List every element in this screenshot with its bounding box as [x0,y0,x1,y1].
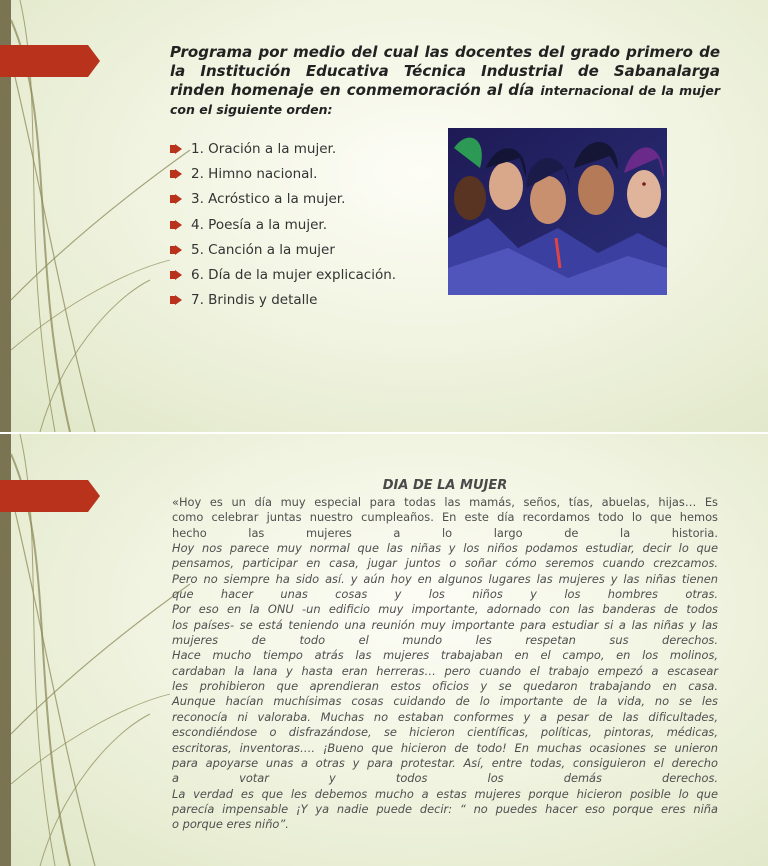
article-line: La verdad es que les debemos mucho a estas mujeres porque hicieron posible lo que [172,786,718,801]
program-item [170,212,396,237]
program-item [170,288,396,313]
women-illustration [448,128,667,295]
program-item-label: 2. Himno nacional. [191,165,318,182]
program-item-label: 7. Brindis y detalle [191,292,318,309]
article-line: pensamos, participar en casa, jugar juntos o soñar cómo seremos cuando crezcamos. [172,556,718,571]
article-line: Hoy nos parece muy normal que las niñas y los niños podamos estudiar, decir lo que [172,541,718,556]
article-line: escondiéndose o disfrazándose, se hicieron científicas, políticas, pintoras, médicas, [172,725,718,740]
article-line: hecho las mujeres a lo largo de la historia. [172,525,718,540]
title-ribbon [0,45,100,77]
program-item [170,136,396,161]
program-item-label: 3. Acróstico a la mujer. [191,191,346,208]
article-line: mujeres de todo el mundo les respetan sus derechos. [172,633,718,648]
arrow-bullet-icon [170,295,182,305]
article-line: Aunque hacían muchísimas cosas cuidando de lo importante de la vida, no se les [172,694,718,709]
article-line: como celebrar juntas nuestro cumpleaños. En este día recordamos todo lo que hemos [172,510,718,525]
article-line: para apoyarse unas a otras y para protestar. Así, entre todas, consiguieron el derecho [172,755,718,770]
arrow-bullet-icon [170,220,182,230]
program-item [170,187,396,212]
title-ribbon [0,480,100,512]
article-line: parecía impensable ¡Y ya nadie puede decir: “ no puedes hacer eso porque eres niña [172,801,718,816]
program-order-list [170,136,396,313]
arrow-bullet-icon [170,144,182,154]
article-line: les prohibieron que aprendieran estos oficios y se quedaron trabajando en casa. [172,679,718,694]
program-item [170,262,396,287]
article-line: Pero no siempre ha sido así. y aún hoy en algunos lugares las mujeres y las niñas tienen [172,571,718,586]
arrow-bullet-icon [170,245,182,255]
slide-1 [0,0,768,432]
program-item-label: 5. Canción a la mujer [191,241,335,258]
program-item-label: 4. Poesía a la mujer. [191,216,327,233]
article-line: a votar y todos los demás derechos. [172,771,718,786]
program-title: Programa por medio del cual las docentes del grado primero de la Institución Educativa Técnica Industrial de Sabanalarga rinden homenaje en conmemoración al día internacional de la mujer con el siguiente orden: [170,43,721,117]
article-line: escritoras, inventoras…. ¡Bueno que hicieron de todo! En muchas ocasiones se unieron [172,740,718,755]
program-item-label: 1. Oración a la mujer. [191,140,337,157]
article-line: los países- se está teniendo una reunión muy importante para estudiar si a las niñas y las [172,617,718,632]
article-line: o porque eres niño”. [172,817,289,832]
article-line: cardaban la lana y hasta eran herreras… pero cuando el trabajo empezó a escasear [172,663,718,678]
arrow-bullet-icon [170,169,182,179]
article-line: reconocía ni valoraba. Muchas no estaban conformes y a pesar de las dificultades, [172,709,718,724]
article-heading: DIA DE LA MUJER [382,478,508,493]
slide-2 [0,434,768,866]
article-line: Por eso en la ONU -un edificio muy importante, adornado con las banderas de todos [172,602,718,617]
article-line: Hace mucho tiempo atrás las mujeres trabajaban en el campo, en los molinos, [172,648,718,663]
arrow-bullet-icon [170,270,182,280]
article-body [172,495,718,833]
program-item-label: 6. Día de la mujer explicación. [191,267,397,284]
arrow-bullet-icon [170,194,182,204]
program-item [170,237,396,262]
article-line: que hacer unas cosas y los niños y los hombres otras. [172,587,718,602]
program-item [170,161,396,186]
article-line: «Hoy es un día muy especial para todas las mamás, seños, tías, abuelas, hijas… Es [172,495,718,509]
